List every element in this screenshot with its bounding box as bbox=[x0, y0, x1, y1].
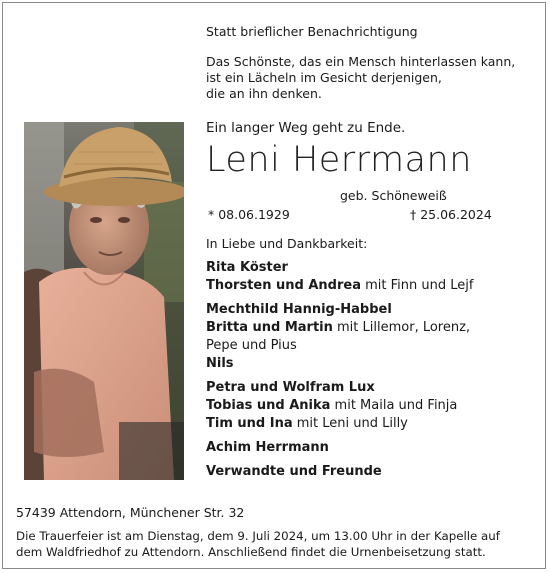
mourner-name: Rita Köster bbox=[206, 260, 288, 275]
love-line: In Liebe und Dankbarkeit: bbox=[206, 236, 368, 251]
quote-line: die an ihn denken. bbox=[206, 86, 322, 101]
maiden-name: geb. Schöneweiß bbox=[340, 188, 447, 203]
mourner-name: Thorsten und Andrea bbox=[206, 278, 361, 293]
ceremony-line: dem Waldfriedhof zu Attendorn. Anschließend findet die Urnenbeisetzung statt. bbox=[16, 545, 486, 559]
mourner-companions: mit Finn und Lejf bbox=[360, 278, 474, 293]
death-date: † 25.06.2024 bbox=[410, 207, 492, 222]
mourner-line bbox=[206, 379, 473, 397]
mourner-name: Nils bbox=[206, 356, 234, 371]
mourner-line bbox=[206, 301, 473, 319]
mourner-companions: mit Maila und Finja bbox=[330, 398, 458, 413]
mourner-companions: Pepe und Pius bbox=[206, 338, 297, 353]
deceased-name: Leni Herrmann bbox=[206, 140, 472, 180]
mourners-list bbox=[206, 259, 473, 481]
mourner-line bbox=[206, 415, 473, 433]
portrait-photo bbox=[24, 122, 184, 480]
quote-line: ist ein Lächeln im Gesicht derjenigen, bbox=[206, 70, 442, 85]
motto: Ein langer Weg geht zu Ende. bbox=[206, 120, 406, 136]
mourner-name: Petra und Wolfram Lux bbox=[206, 380, 375, 395]
mourner-companions: mit Leni und Lilly bbox=[292, 416, 408, 431]
mourner-line bbox=[206, 277, 473, 295]
mourner-companions: mit Lillemor, Lorenz, bbox=[332, 320, 471, 335]
mourner-name: Tobias und Anika bbox=[206, 398, 331, 413]
quote-line: Das Schönste, das ein Mensch hinterlassen kann, bbox=[206, 54, 516, 69]
mourner-name: Verwandte und Freunde bbox=[206, 464, 382, 479]
mourner-line bbox=[206, 463, 473, 481]
birth-date: * 08.06.1929 bbox=[208, 207, 290, 222]
mourner-name: Tim und Ina bbox=[206, 416, 293, 431]
mourner-line bbox=[206, 397, 473, 415]
mourner-line bbox=[206, 355, 473, 373]
mourner-name: Britta und Martin bbox=[206, 320, 333, 335]
mourner-name: Mechthild Hannig-Habbel bbox=[206, 302, 392, 317]
mourner-line bbox=[206, 259, 473, 277]
quote bbox=[206, 54, 515, 102]
ceremony-line: Die Trauerfeier ist am Dienstag, dem 9. Juli 2024, um 13.00 Uhr in der Kapelle auf bbox=[16, 529, 500, 543]
mourner-line bbox=[206, 439, 473, 457]
notice-header: Statt brieflicher Benachrichtigung bbox=[206, 24, 418, 39]
mourner-line bbox=[206, 337, 473, 355]
mourner-name: Achim Herrmann bbox=[206, 440, 329, 455]
mourner-line bbox=[206, 319, 473, 337]
ceremony-info bbox=[16, 528, 500, 560]
address: 57439 Attendorn, Münchener Str. 32 bbox=[16, 505, 245, 520]
